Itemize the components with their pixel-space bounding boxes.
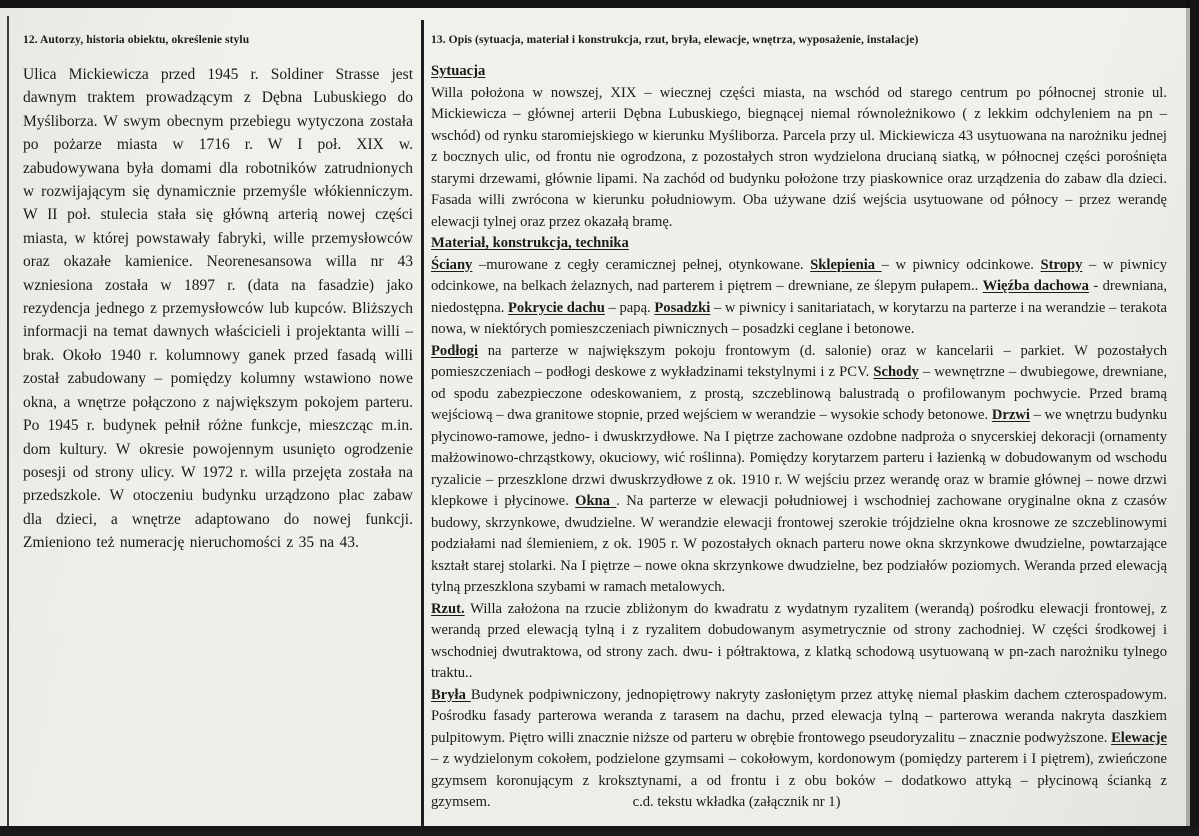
column-divider-line bbox=[421, 20, 424, 826]
underlined-term-label: Pokrycie dachu bbox=[508, 299, 605, 316]
description-paragraph bbox=[431, 599, 1167, 685]
text-run: – w piwnicy i sanitariatach, w korytarzu na parterze i na werandzie – terakota nowa, w niektórych pomieszczeniach piwnicznych – posadzki ceglane i betonowe. bbox=[431, 299, 1167, 337]
underlined-term-label: Posadzki bbox=[654, 299, 711, 316]
description-paragraph bbox=[431, 255, 1167, 341]
description-paragraph bbox=[431, 685, 1167, 814]
text-run: Willa położona w nowszej, XIX – wiecznej części miasta, na wschód od starego centrum po północnej stronie ul. Mickiewicza – głównej arterii Dębna Lubuskiego, biegnącej niemal równoleżnikowo ( z lekkim odchyleniem na pn – wschód) od rynku staromiejskiego w kierunku Myśliborza. Parcela przy ul. Mickiewicza 43 usytuowana na narożniku jednej z bocznych ulic, od frontu nie ogrodzona, z pozostałych stron wydzielona drucianą siatką, w północnej części porośnięta starymi drzewami, głównie lipami. Na zachód od budynku położone trzy piaskownice oraz urządzenia do zabaw dla dzieci. Fasada willi zwrócona w kierunku południowym. Oba używane dziś wejścia usytuowane od północy – przez werandę elewacji tylnej oraz przez okazałą bramę. bbox=[431, 84, 1167, 230]
text-run: –murowane z cegły ceramicznej pełnej, otynkowane. bbox=[472, 256, 811, 273]
page-border-left bbox=[7, 16, 9, 826]
section-13-body bbox=[431, 61, 1167, 814]
text-run: Willa założona na rzucie zbliżonym do kwadratu z wydatnym ryzalitem (werandą) pośrodku elewacji frontowej, z werandą przed elewacją tylną i z ryzalitem dobudowanym asymetrycznie od strony zachodniej. W części środkowej i wschodniej dwutraktowa, od strony zach. dwu- i półtraktowa, z klatką schodową usytuowaną w pn-zach narożniku tylnego traktu.. bbox=[431, 600, 1167, 681]
underlined-term-label: Okna bbox=[575, 493, 617, 509]
text-run: . Na parterze w elewacji południowej i wschodniej zachowane oryginalne okna z czasów budowy, skrzynkowe, dwudzielne. W werandzie elewacji frontowej szerokie trójdzielne okna krosnowe ze szczeblinowymi podziałami nad ślemieniem, z ok. 1905 r. W pozostałych oknach parteru nowe okna skrzynkowe dwudzielne, powtarzające kształt starej stolarki. Na I piętrze – nowe okna skrzynkowe dwudzielne, bez podziałów poziomych. Weranda przed elewacją tylną przeszklona szybami w ramach metalowych. bbox=[431, 493, 1167, 595]
continuation-note: c.d. tekstu wkładka (załącznik nr 1) bbox=[632, 794, 841, 810]
underlined-term-label: Elewacje bbox=[1111, 729, 1167, 746]
section-12-authors-history bbox=[23, 34, 413, 555]
underlined-term-label: Stropy bbox=[1040, 256, 1083, 273]
scan-edge-bottom bbox=[0, 826, 1199, 836]
text-run: – papą. bbox=[604, 299, 655, 316]
text-run: – we wnętrzu budynku płycinowo-ramowe, jedno- i dwuskrzydłowe. Na I piętrze zachowane ozdobne nadproża o snycerskiej dekoracji (ornamenty małżowinowo-chrząstkowy, okuciowy, wić roślinna). Pomiędzy korytarzem parteru i łazienką w dobudowanym od wschodu ryzalicie – przeszklone drzwi dwuskrzydłowe z ok. 1910 r. W wejściu przez werandę oraz w bramie głównej – nowe drzwi klepkowe i płycinowe. bbox=[431, 407, 1167, 509]
underlined-term-label: Rzut. bbox=[431, 600, 465, 617]
section-12-header: 12. Autorzy, historia obiektu, określenie stylu bbox=[23, 34, 250, 46]
text-run: – w piwnicy odcinkowe, na belkach żelaznych, nad parterem i piętrem – drewniane, ze ślepym pułapem.. bbox=[431, 256, 1167, 294]
section-13-description bbox=[431, 34, 1167, 814]
description-subheading bbox=[431, 233, 1167, 255]
description-subheading bbox=[431, 61, 1167, 83]
underlined-term-label: Ściany bbox=[431, 256, 473, 273]
section-13-header: 13. Opis (sytuacja, materiał i konstrukcja, rzut, bryła, elewacje, wnętrza, wyposażenie, instalacje) bbox=[431, 34, 919, 46]
description-paragraph bbox=[431, 83, 1167, 234]
section-12-body-text: Ulica Mickiewicza przed 1945 r. Soldiner Strasse jest dawnym traktem prowadzącym z Dębna Lubuskiego do Myśliborza. W swym obecnym przebiegu wytyczona została po pożarze miasta w 1716 r. W I poł. XIX w. zabudowywana była domami dla robotników zatrudnionych w rozwijającym się dynamicznie przemyśle włókienniczym. W II poł. stulecia stała się główną arterią nowej części miasta, w której powstawały fabryki, wille przemysłowców oraz okazałe kamienice. Neorenesansowa willa nr 43 wzniesiona została w 1897 r. (data na fasadzie) jako rezydencja jednego z przemysłowców lub kupców. Bliższych informacji na temat dawnych właścicieli i projektanta willi – brak. Około 1940 r. kolumnowy ganek przed fasadą willi został zabudowany – pomiędzy kolumny wstawiono nowe okna, a wnętrze połączono z największym pokojem parteru. Po 1945 r. budynek pełnił różne funkcje, mieszcząc m.in. dom kultury. W okresie powojennym usunięto ogrodzenie posesji od strony ulicy. W 1972 r. willa przejęta została na przedszkole. W otoczeniu budynku urządzono plac zabaw dla dzieci, a wnętrze adaptowano do nowej funkcji. Zmieniono też numerację nieruchomości z 35 na 43. bbox=[23, 66, 413, 552]
underlined-term-label: Sytuacja bbox=[431, 63, 486, 79]
text-run: Budynek podpiwniczony, jednopiętrowy nakryty zasłoniętym przez attykę niemal płaskim dachem czterospadowym. Pośrodku fasady parterowa weranda z tarasem na dachu, przed elewacja tylną – parterowa weranda nakryta daszkiem pulpitowym. Piętro willi znacznie niższe od parteru w obrębie frontowego pseudoryzalitu – znacznie podwyższone. bbox=[431, 686, 1167, 746]
text-run: na parterze w największym pokoju frontowym (d. salonie) oraz w kancelarii – parkiet. W pozostałych pomieszczeniach – podłogi deskowe z wykładzinami tekstylnymi i z PCV. bbox=[431, 342, 1167, 380]
scan-edge-top bbox=[0, 0, 1199, 8]
underlined-term-label: Bryła bbox=[431, 686, 471, 703]
scan-edge-right bbox=[1190, 0, 1199, 836]
underlined-term-label: Sklepienia bbox=[810, 256, 882, 273]
text-run: – z wydzielonym cokołem, podzielone gzymsami – cokołowym, kordonowym (pomiędzy parterem i I piętrem), zwieńczone gzymsem koronującym z kroksztynami, a od frontu i z obu boków – dodatkowo attyką – płycinową ścianką z gzymsem. bbox=[431, 751, 1167, 810]
underlined-term-label: Podłogi bbox=[431, 342, 479, 359]
text-run: – wewnętrzne – dwubiegowe, drewniane, od spodu zabezpieczone odeskowaniem, z prostą, szczeblinową balustradą o profilowanym pochwycie. Przed bramą wejściową – dwa granitowe stopnie, przed wejściem w werandzie – wysokie schody betonowe. bbox=[431, 364, 1167, 423]
underlined-term-label: Materiał, konstrukcja, technika bbox=[431, 235, 629, 251]
text-run: – w piwnicy odcinkowe. bbox=[881, 256, 1041, 273]
underlined-term-label: Więźba dachowa bbox=[982, 278, 1089, 294]
underlined-term-label: Schody bbox=[873, 364, 919, 380]
description-paragraph bbox=[431, 341, 1167, 599]
text-run: - drewniana, niedostępna. bbox=[431, 278, 1167, 316]
underlined-term-label: Drzwi bbox=[991, 407, 1030, 423]
